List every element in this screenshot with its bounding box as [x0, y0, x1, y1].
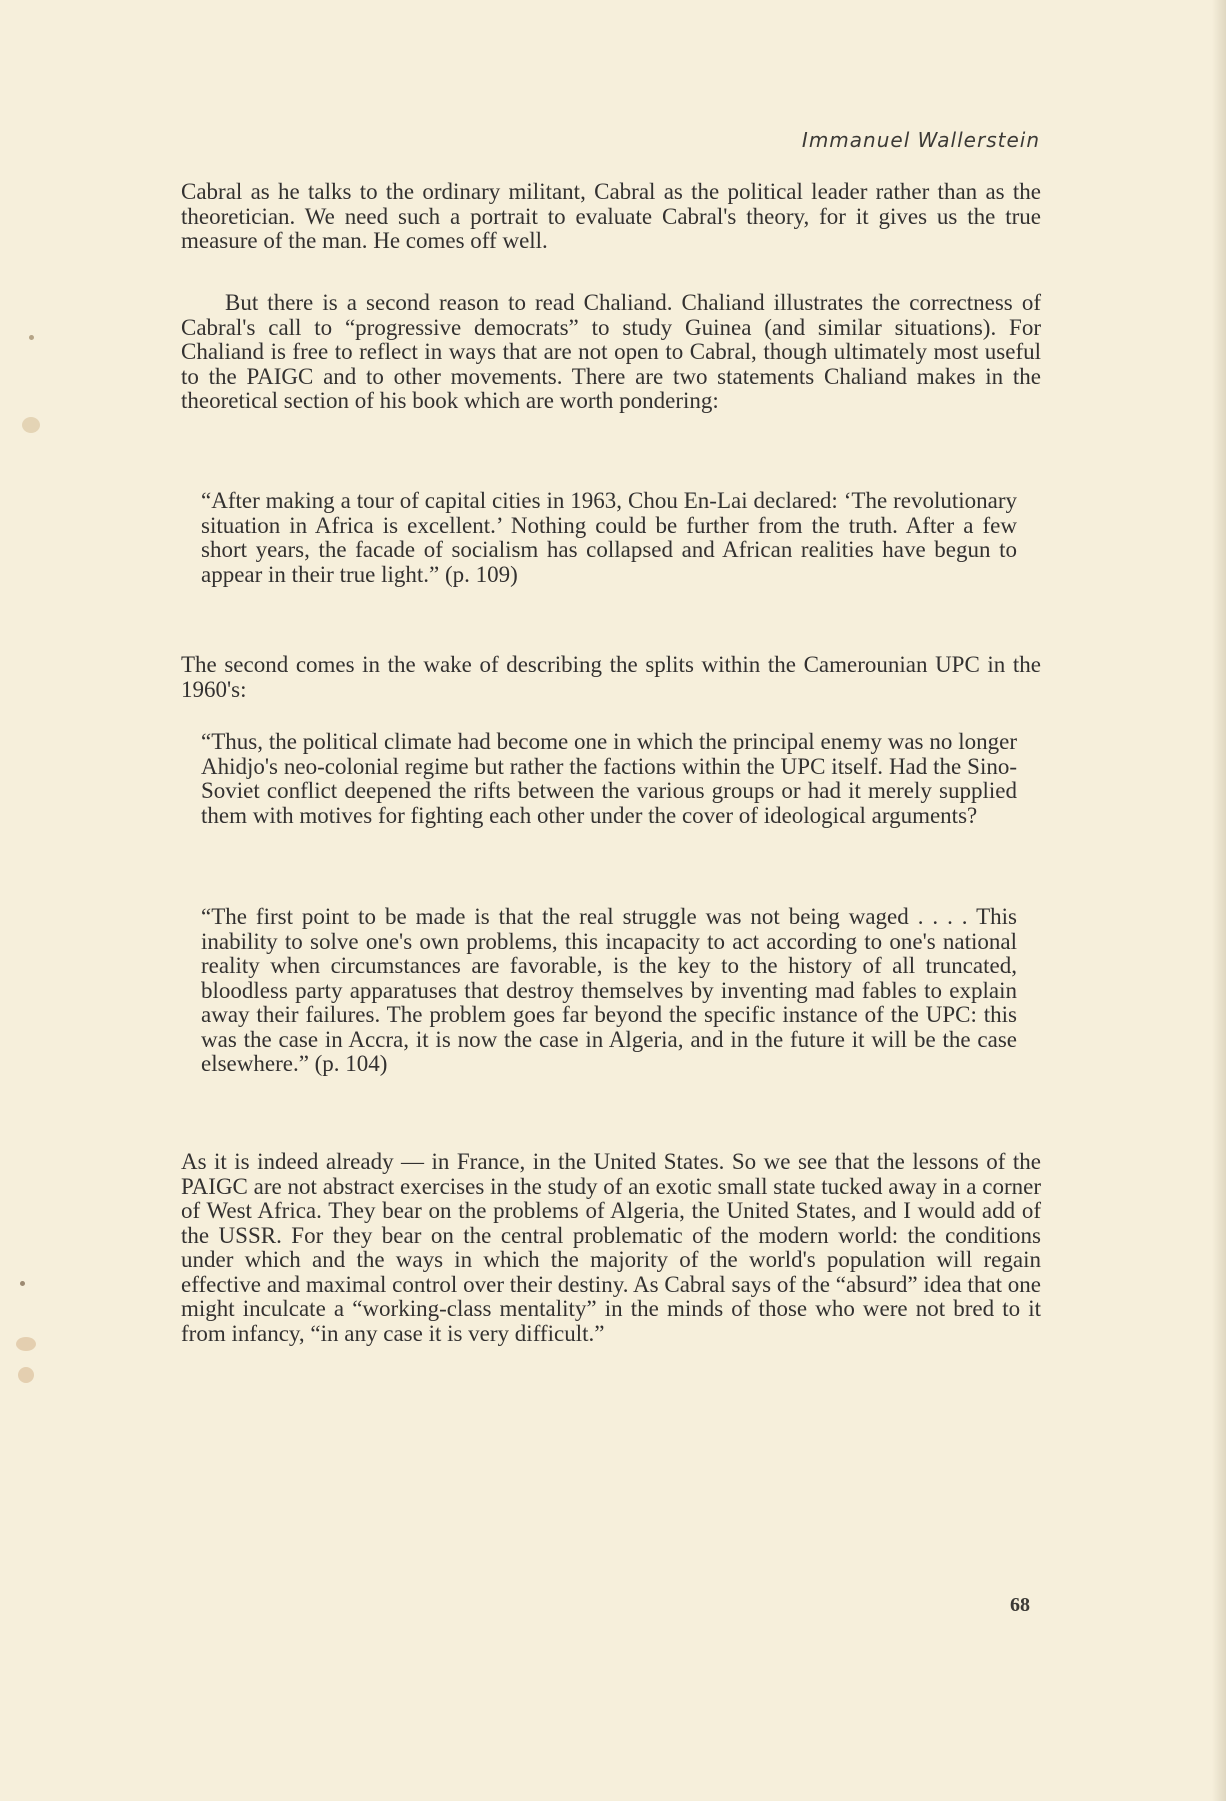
margin-speck-mark: [16, 1337, 36, 1351]
margin-speck-mark: [20, 1281, 25, 1286]
quote-chou-en-lai: “After making a tour of capital cities in 1963, Chou En-Lai declared: ‘The revolutionary situation in Africa is excellent.’ Nothing could be further from the truth. After a few short years, the facade of socialism has collapsed and African realities have begun to appear in their true light.” (p. 109): [201, 488, 1017, 587]
page-number: 68: [1010, 1594, 1030, 1616]
paragraph-continuation: Cabral as he talks to the ordinary militant, Cabral as the political leader rather than as the theoretician. We need such a portrait to evaluate Cabral's theory, for it gives us the true measure of the man. He comes off well.: [181, 179, 1041, 253]
paragraph-second-reason: But there is a second reason to read Chaliand. Chaliand illustrates the correctness of Cabral's call to “progressive democrats” to study Guinea (and similar situations). For Chaliand is free to reflect in ways that are not open to Cabral, though ultimately most useful to the PAIGC and to other movements. There are two statements Chaliand makes in the theoretical section of his book which are worth pondering:: [181, 290, 1041, 413]
paragraph-conclusion: As it is indeed already — in France, in the United States. So we see that the lessons of the PAIGC are not abstract exercises in the study of an exotic small state tucked away in a corner of West Africa. They bear on the problems of Algeria, the United States, and I would add of the USSR. For they bear on the central problematic of the modern world: the conditions under which and the ways in which the majority of the world's population will regain effective and maximal control over their destiny. As Cabral says of the “absurd” idea that one might inculcate a “working-class mentality” in the minds of those who were not bred to it from infancy, “in any case it is very difficult.”: [181, 1149, 1041, 1346]
paragraph-cameroun-intro: The second comes in the wake of describing the splits within the Camerounian UPC in the 1960's:: [181, 652, 1041, 702]
quote-political-climate: “Thus, the political climate had become one in which the principal enemy was no longer Ahidjo's neo-colonial regime but rather the factions within the UPC itself. Had the Sino-Soviet conflict deepened the rifts between the various groups or had it merely supplied them with motives for fighting each other under the cover of ideological arguments?: [201, 729, 1017, 828]
page-edge-shadow: [1212, 0, 1226, 1801]
quote-first-point: “The first point to be made is that the real struggle was not being waged . . . . This inability to solve one's own problems, this incapacity to act according to one's national reality when circumstances are favorable, is the key to the history of all truncated, bloodless party apparatuses that destroy themselves by inventing mad fables to explain away their failures. The problem goes far beyond the specific instance of the UPC: this was the case in Accra, it is now the case in Algeria, and in the future it will be the case elsewhere.” (p. 104): [201, 904, 1017, 1076]
running-header-author: Immanuel Wallerstein: [801, 128, 1040, 152]
margin-speck-mark: [18, 1367, 34, 1383]
margin-speck-mark: [22, 417, 40, 433]
margin-speck-mark: [29, 335, 34, 340]
